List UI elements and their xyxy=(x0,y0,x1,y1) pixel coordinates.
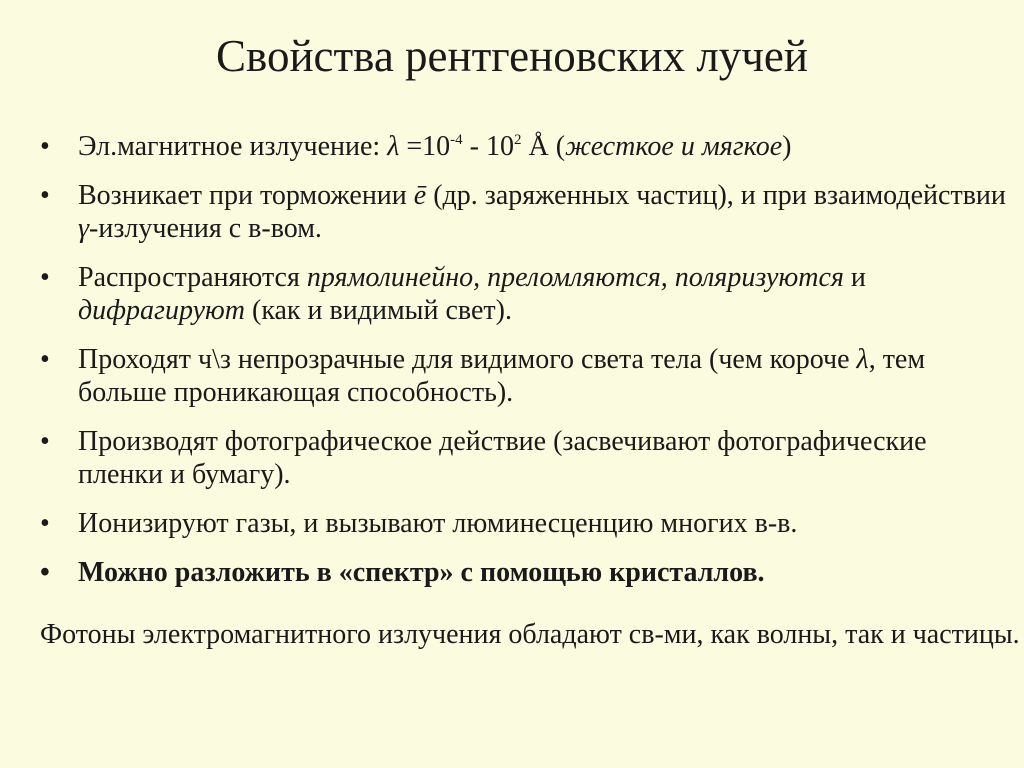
bullet-3-text-c: (как и видимый свет). xyxy=(245,295,512,326)
bullet-2-text-c: -излучения с в-вом. xyxy=(89,213,322,244)
bullet-dot: • xyxy=(40,180,50,211)
bullet-3-text-a: Распространяются xyxy=(78,262,307,293)
bullet-2-text-a: Возникает при торможении xyxy=(78,180,414,211)
bullet-1-text-c: - 10 xyxy=(462,131,514,162)
bullet-3-italic-b: дифрагируют xyxy=(78,295,245,326)
bullet-photographic xyxy=(40,425,1015,491)
bullet-spectrum xyxy=(40,556,1015,589)
slide-title: Свойства рентгеновских лучей xyxy=(216,31,808,81)
bullet-4-text-b: , тем больше проникающая способность). xyxy=(78,344,926,408)
bullet-5-text: Производят фотографическое действие (засвечивают фотографические пленки и бумагу). xyxy=(78,426,927,490)
bullet-ionization xyxy=(40,507,1015,540)
bullet-1-italic: жесткое и мягкое xyxy=(565,131,783,162)
gamma-symbol: γ xyxy=(78,213,90,244)
bullet-1-text-a: Эл.магнитное излучение: xyxy=(78,131,388,162)
bullet-dot: • xyxy=(40,344,50,375)
bullet-2-text-b: (др. заряженных частиц), и при взаимодействии xyxy=(426,180,1006,211)
bullet-dot: • xyxy=(40,508,50,539)
bullet-3-text-b: и xyxy=(843,262,866,293)
bullet-origin xyxy=(40,179,1015,245)
bullet-3-italic-a: прямолинейно, преломляются, поляризуются xyxy=(306,262,844,293)
bullet-em-radiation xyxy=(40,130,1015,163)
bullet-penetration xyxy=(40,343,1015,409)
lambda-symbol: λ xyxy=(387,131,400,162)
bullet-dot: • xyxy=(40,557,50,588)
bullet-propagation xyxy=(40,261,1015,327)
bullet-6-text: Ионизируют газы, и вызывают люминесценцию многих в-в. xyxy=(78,508,798,539)
bullet-7-text: Можно разложить в «спектр» с помощью кристаллов. xyxy=(78,557,765,588)
bullet-list xyxy=(40,130,1015,605)
bullet-dot: • xyxy=(40,131,50,162)
footer-statement: Фотоны электромагнитного излучения обладают св-ми, как волны, так и частицы. xyxy=(40,619,1020,650)
bullet-dot: • xyxy=(40,262,50,293)
exponent-max: 2 xyxy=(513,132,522,148)
electron-symbol: ē xyxy=(413,180,427,211)
bullet-dot: • xyxy=(40,426,50,457)
bullet-1-text-e: ) xyxy=(782,131,792,162)
exponent-min: -4 xyxy=(450,132,463,148)
lambda-symbol: λ xyxy=(856,344,869,375)
bullet-1-text-b: =10 xyxy=(399,131,451,162)
bullet-4-text-a: Проходят ч\з непрозрачные для видимого света тела (чем короче xyxy=(78,344,857,375)
bullet-1-text-d: Å ( xyxy=(521,131,566,162)
